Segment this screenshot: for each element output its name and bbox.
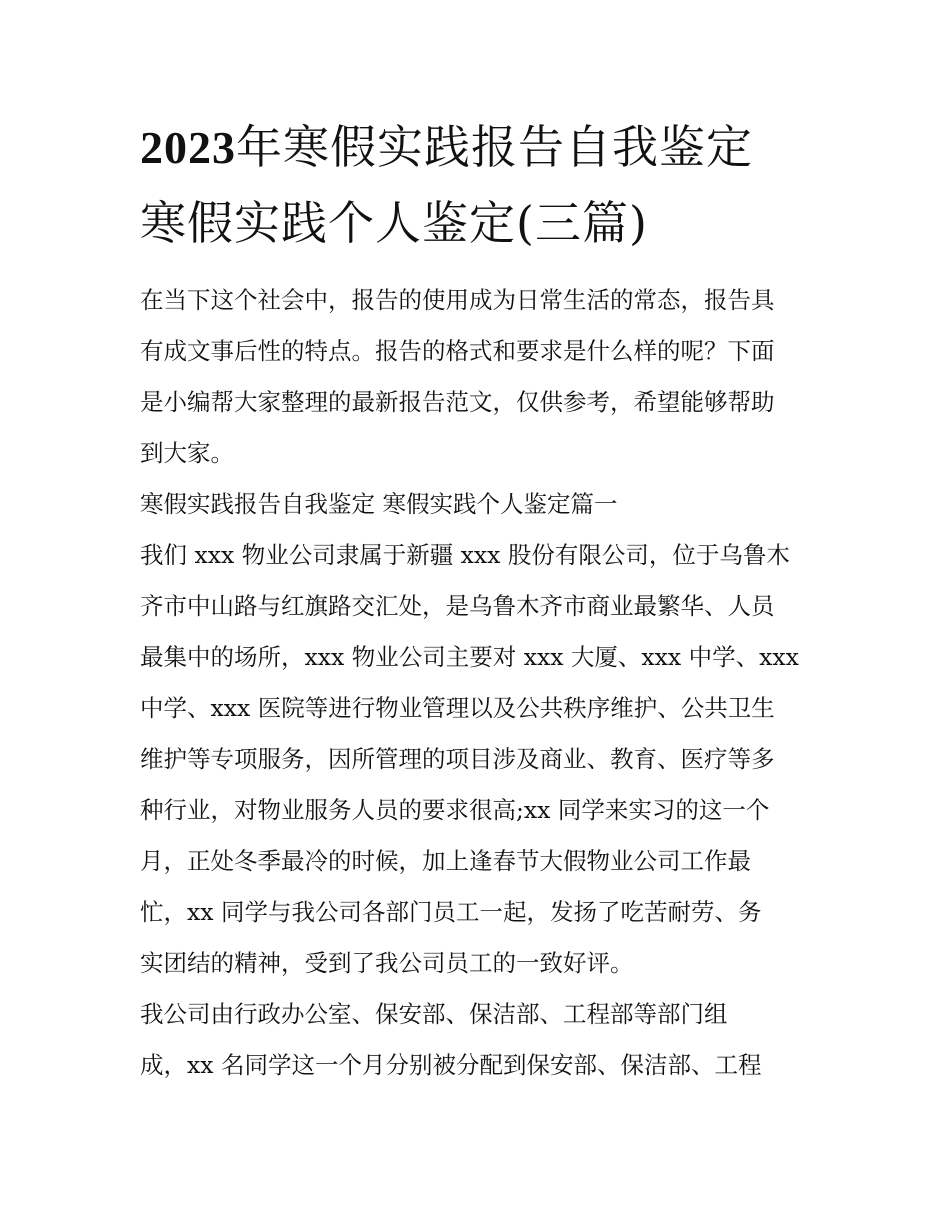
body-line: 月，正处冬季最冷的时候，加上逢春节大假物业公司工作最 — [140, 847, 751, 875]
body-line: 种行业，对物业服务人员的要求很高;xx 同学来实习的这一个 — [140, 796, 770, 824]
body-line: 实团结的精神，受到了我公司员工的一致好评。 — [140, 949, 634, 977]
body-line: 我们 xxx 物业公司隶属于新疆 xxx 股份有限公司，位于乌鲁木 — [140, 541, 790, 569]
title-text-1: 年寒假实践报告自我鉴定 — [236, 120, 753, 174]
body-line: 中学、xxx 医院等进行物业管理以及公共秩序维护、公共卫生 — [140, 694, 775, 722]
body-line: 齐市中山路与红旗路交汇处，是乌鲁木齐市商业最繁华、人员 — [140, 592, 775, 620]
title-year: 2023 — [140, 122, 236, 173]
document-title-line-1 — [140, 117, 753, 178]
body-line: 成，xx 名同学这一个月分别被分配到保安部、保洁部、工程 — [140, 1051, 762, 1079]
document-title-line-2: 寒假实践个人鉴定(三篇) — [140, 196, 648, 250]
body-line: 维护等专项服务，因所管理的项目涉及商业、教育、医疗等多 — [140, 745, 775, 773]
body-line: 有成文事后性的特点。报告的格式和要求是什么样的呢？下面 — [140, 337, 775, 365]
section-heading: 寒假实践报告自我鉴定 寒假实践个人鉴定篇一 — [140, 490, 618, 518]
body-line: 到大家。 — [140, 439, 234, 467]
body-line: 是小编帮大家整理的最新报告范文，仅供参考，希望能够帮助 — [140, 388, 775, 416]
body-line: 最集中的场所，xxx 物业公司主要对 xxx 大厦、xxx 中学、xxx — [140, 643, 799, 671]
body-line: 在当下这个社会中，报告的使用成为日常生活的常态，报告具 — [140, 286, 775, 314]
body-line: 忙，xx 同学与我公司各部门员工一起，发扬了吃苦耐劳、务 — [140, 898, 762, 926]
body-line: 我公司由行政办公室、保安部、保洁部、工程部等部门组 — [140, 1000, 728, 1028]
